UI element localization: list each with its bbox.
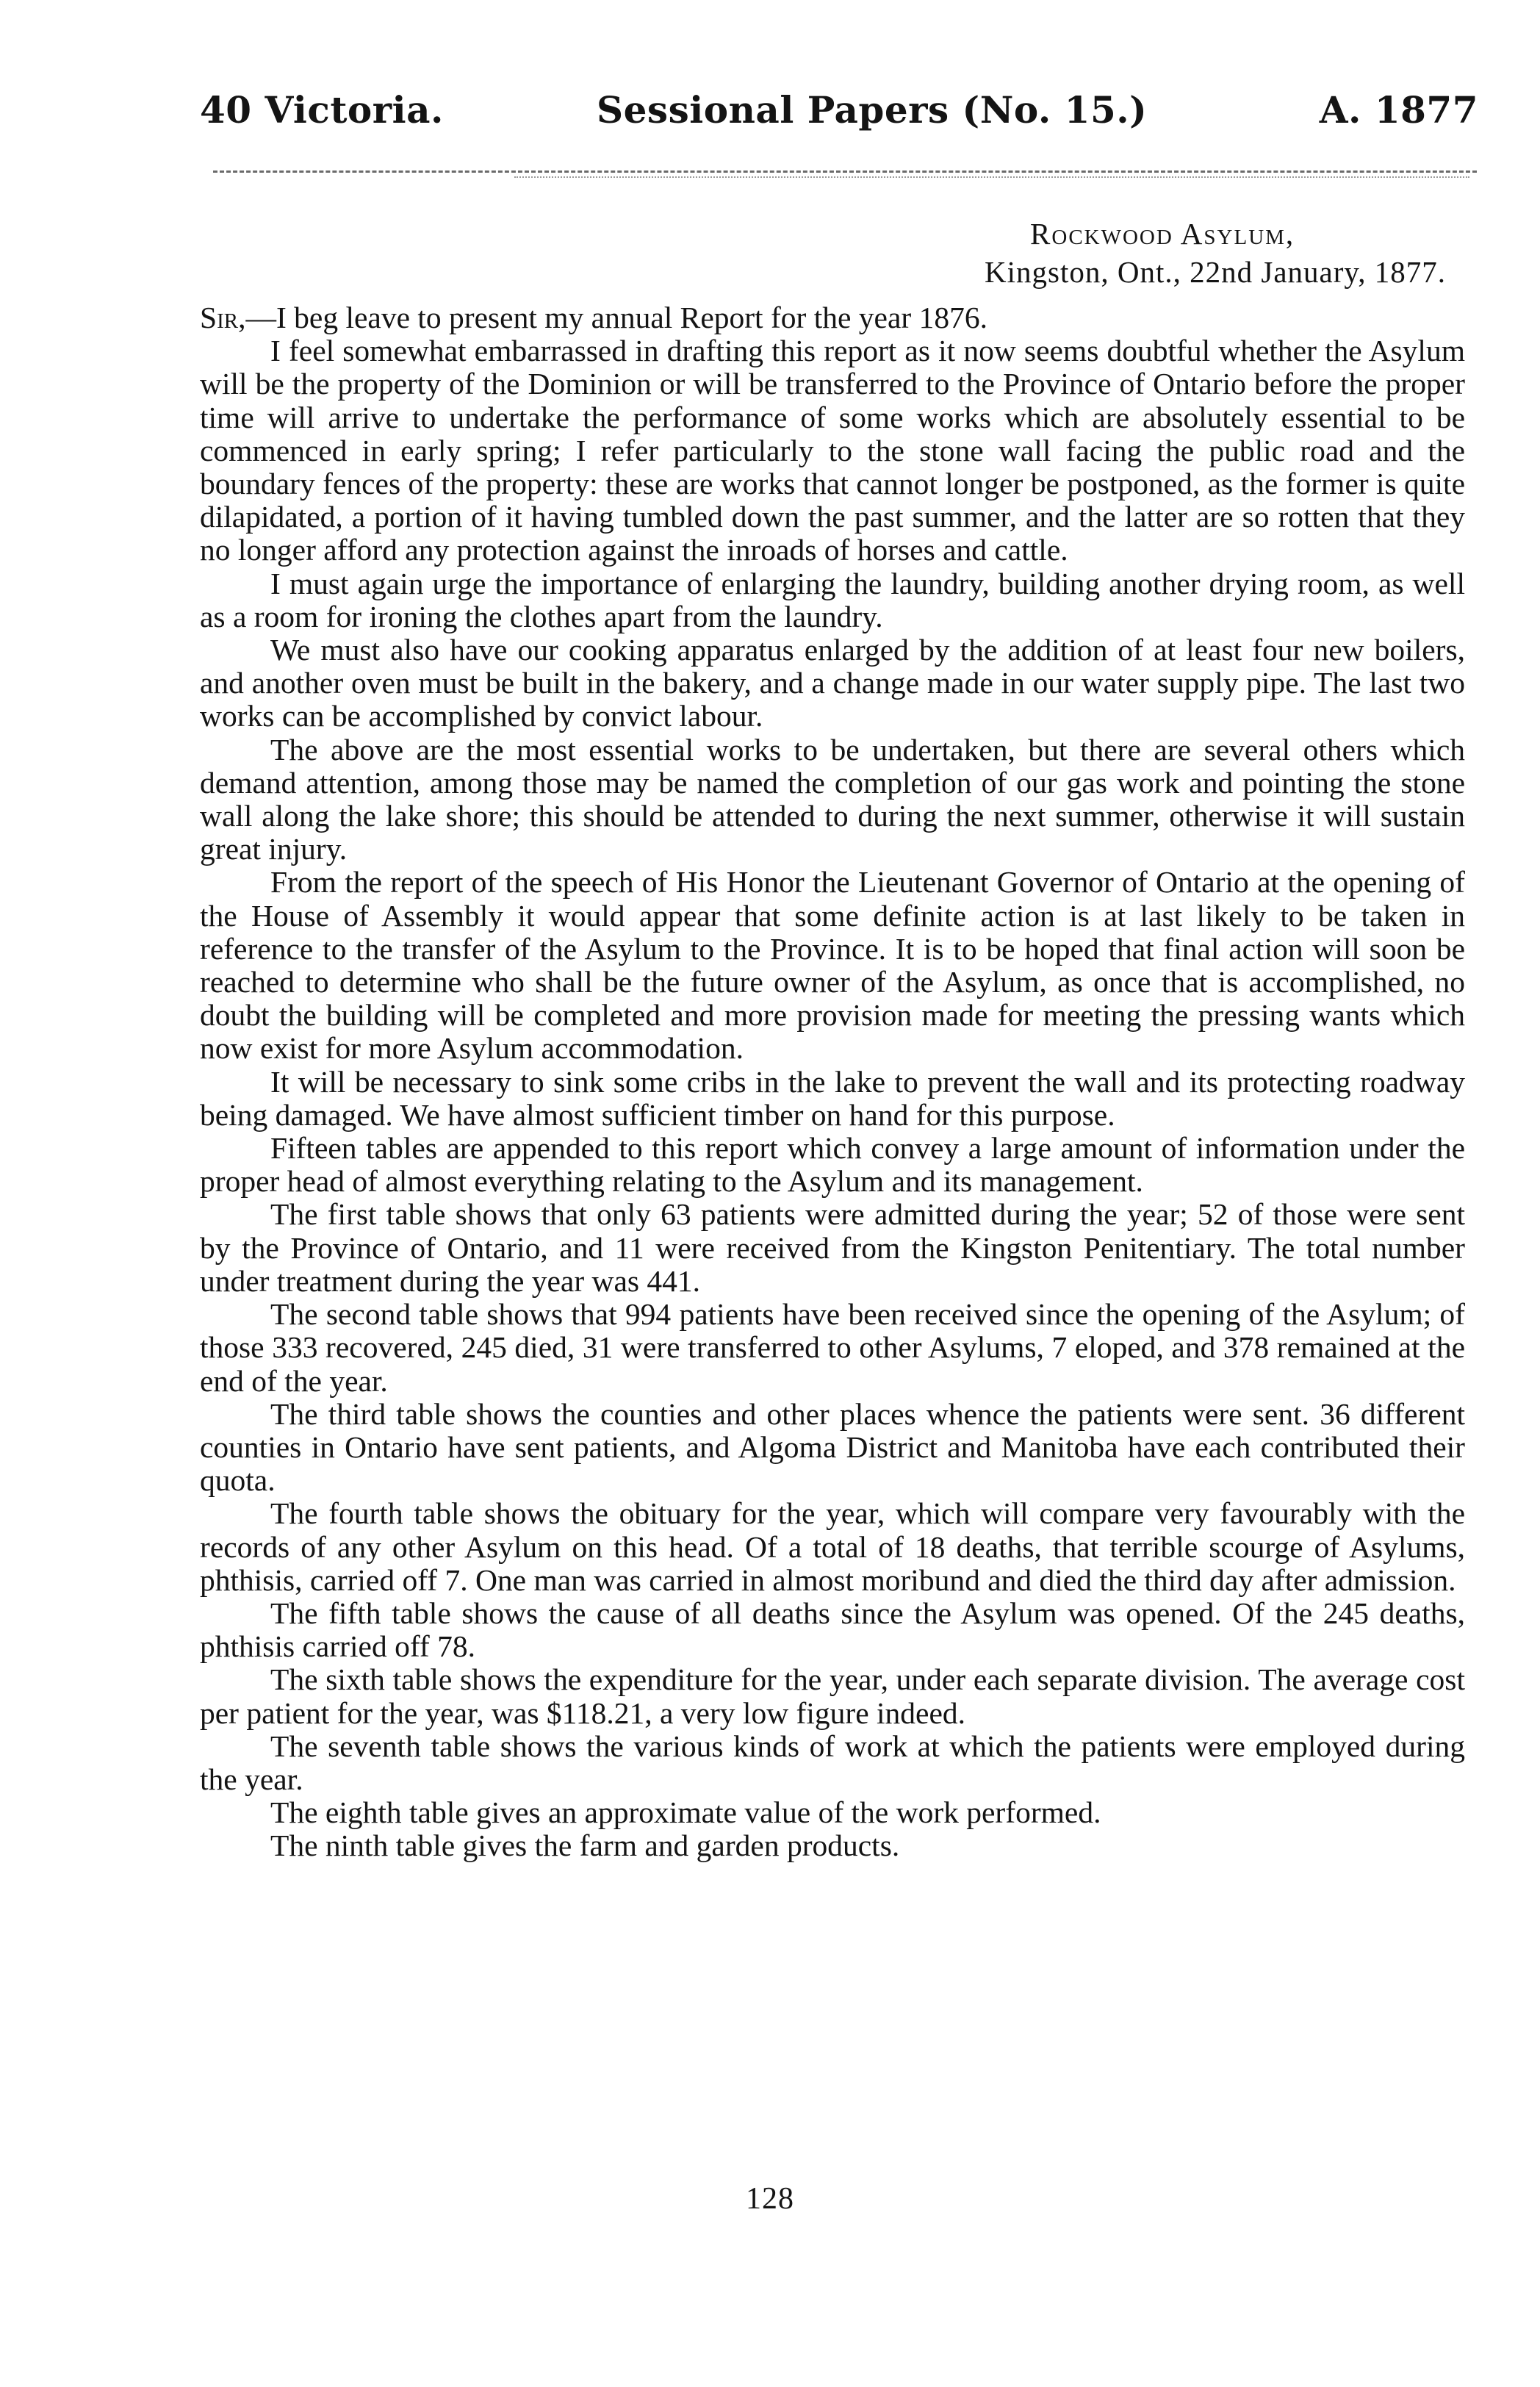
salutation: Sir, — [200, 301, 246, 334]
header-rule-secondary — [514, 176, 1469, 178]
address-institution: Rockwood Asylum, — [1030, 217, 1295, 251]
paragraph-7: It will be necessary to sink some cribs in the lake to prevent the wall and its protecting roadway being damaged. We have almost sufficient timber on hand for this purpose. — [200, 1064, 1465, 1132]
paragraph-3: I must again urge the importance of enlarging the laundry, building another drying room, as well as a room for ironing the clothes apart from the laundry. — [200, 566, 1465, 633]
page-header — [200, 88, 1478, 147]
paragraph-12: The fourth table shows the obituary for the year, which will compare very favourably with the records of any other Asylum on this head. Of a total of 18 deaths, that terrible scourge of Asylums, phthisis, carried off 7. One man was carried in almost moribund and died the third day after admission. — [200, 1496, 1465, 1597]
paragraph-11: The third table shows the counties and other places whence the patients were sent. 36 different counties in Ontario have sent patients, and Algoma District and Manitoba have each contributed their quota. — [200, 1396, 1465, 1498]
paragraph-17: The ninth table gives the farm and garden products. — [270, 1828, 900, 1863]
paragraph-2: I feel somewhat embarrassed in drafting this report as it now seems doubtful whether the Asylum will be the property of the Dominion or will be transferred to the Province of Ontario before the proper time will arrive to undertake the performance of some works which are absolutely essential to be commenced in early spring; I refer particularly to the stone wall facing the public road and the boundary fences of the property: these are works that cannot longer be postponed, as the former is quite dilapidated, a portion of it having tumbled down the past summer, and the latter are so rotten that they no longer afford any protection against the inroads of horses and cattle. — [200, 334, 1465, 567]
paragraph-13: The fifth table shows the cause of all deaths since the Asylum was opened. Of the 245 deaths, phthisis carried off 78. — [200, 1595, 1465, 1664]
paragraph-16: The eighth table gives an approximate value of the work performed. — [270, 1795, 1101, 1830]
paragraph-15: The seventh table shows the various kinds of work at which the patients were employed during the year. — [200, 1729, 1465, 1796]
paragraph-6: From the report of the speech of His Honor the Lieutenant Governor of Ontario at the opening of the House of Assembly it would appear that some definite action is at last likely to be taken in reference to the transfer of the Asylum to the Province. It is to be hoped that final action will soon be reached to determine who shall be the future owner of the Asylum, as once that is accomplished, no doubt the building will be completed and more provision made for meeting the pressing wants which now exist for more Asylum accommodation. — [200, 865, 1465, 1066]
header-title: Sessional Papers (No. 15.) — [597, 88, 1148, 132]
letter-address — [985, 215, 1446, 291]
paragraph-1 — [200, 301, 1465, 334]
header-rule — [213, 170, 1477, 173]
paragraph-8: Fifteen tables are appended to this report which convey a large amount of information under the proper head of almost everything relating to the Asylum and its management. — [200, 1131, 1465, 1199]
paragraph-4: We must also have our cooking apparatus enlarged by the addition of at least four new boilers, and another oven must be built in the bakery, and a change made in our water supply pipe. The last two works can be accomplished by convict labour. — [200, 633, 1465, 733]
page-number: 128 — [746, 2182, 794, 2216]
paragraph-5: The above are the most essential works to be undertaken, but there are several others which demand attention, among those may be named the completion of our gas work and pointing the stone wall along the lake shore; this should be attended to during the next summer, otherwise it will sustain great injury. — [200, 732, 1465, 866]
address-place-date: Kingston, Ont., 22nd January, 1877. — [985, 255, 1446, 289]
paragraph-10: The second table shows that 994 patients have been received since the opening of the Asylum; of those 333 recovered, 245 died, 31 were transferred to other Asylums, 7 eloped, and 378 remained at the end of the year. — [200, 1297, 1465, 1398]
paragraph-9: The first table shows that only 63 patients were admitted during the year; 52 of those were sent by the Province of Ontario, and 11 were received from the Kingston Penitentiary. The total number under treatment during the year was 441. — [200, 1197, 1465, 1298]
paragraph-14: The sixth table shows the expenditure for the year, under each separate division. The average cost per patient for the year, was $118.21, a very low figure indeed. — [200, 1662, 1465, 1730]
paragraph-1-text: —I beg leave to present my annual Report for the year 1876. — [245, 301, 987, 334]
letter-body — [200, 301, 1465, 1863]
header-session: 40 Victoria. — [200, 88, 444, 132]
header-year: A. 1877 — [1319, 88, 1478, 132]
